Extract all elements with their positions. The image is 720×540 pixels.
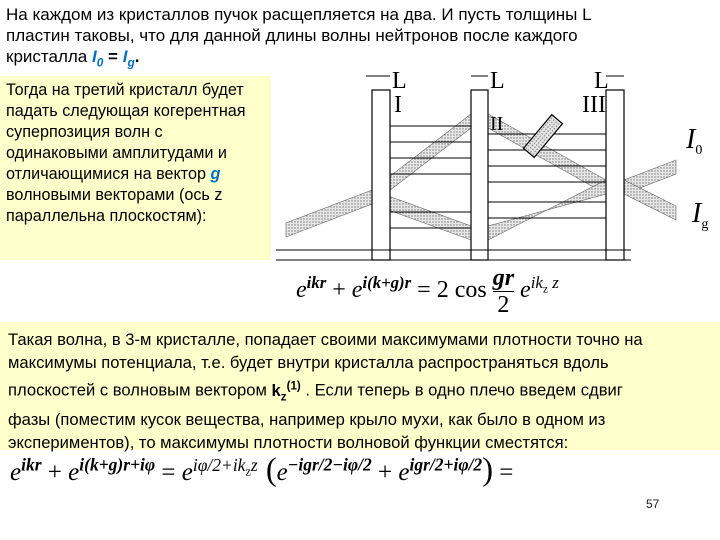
- f2-paren-open: (: [257, 452, 277, 488]
- f2-paren-close: ): [482, 452, 494, 488]
- left-line-4: одинаковыми амплитудами и: [6, 144, 227, 162]
- label-Ig: $I_g$: [692, 198, 709, 232]
- f1-plus: +: [326, 277, 352, 304]
- mid-line-2: максимумы потенциала, т.е. будет внутри кристалла распространяться вдоль: [8, 353, 609, 372]
- f1-exp1: ikr: [306, 273, 327, 293]
- f2-e1: e: [10, 459, 22, 486]
- label-L1: L: [392, 68, 407, 94]
- f2-equals2: =: [493, 459, 514, 486]
- f1-equals: = 2 cos: [411, 277, 493, 304]
- left-line-5-text: отличающимися на вектор: [6, 165, 211, 183]
- mid-line-4: фазы (поместим кусок вещества, например крыло мухи, как было в одном из: [8, 409, 606, 429]
- label-L3: L: [594, 68, 609, 94]
- label-roman-III: III: [582, 92, 606, 118]
- interferometer-diagram: [276, 62, 720, 262]
- f1-e3: e: [520, 277, 531, 304]
- label-L2: L: [490, 68, 505, 94]
- f2-e3: e: [181, 459, 193, 486]
- vector-kz: $k_z^{(1)}$: [271, 379, 301, 403]
- label-roman-II: II: [490, 113, 504, 135]
- left-line-3: суперпозиция волн с: [6, 123, 163, 141]
- label-roman-I: I: [394, 92, 402, 118]
- f2-e4: e: [276, 459, 288, 486]
- left-line-7: параллельна плоскостям):: [6, 207, 207, 225]
- crystal-base: [276, 126, 631, 260]
- formula-superposition: [296, 265, 559, 318]
- f2-plus1: +: [41, 459, 69, 486]
- beam-out-Ig: [624, 180, 676, 220]
- mid-line-3: [8, 374, 712, 408]
- f1-e2: e: [351, 277, 363, 304]
- intro-dot: .: [134, 47, 140, 66]
- f1-exp3: ikz z: [530, 273, 559, 296]
- intro-I0: $I_0$: [91, 47, 104, 70]
- f1-fraction: $\frac{gr}{2}$: [492, 265, 515, 318]
- label-I0: $I_0$: [686, 124, 703, 158]
- crystal-III: [606, 90, 624, 260]
- f2-exp3: iφ/2+ikzz: [192, 454, 258, 479]
- f2-exp5: igr/2+iφ/2: [409, 454, 483, 475]
- f1-e1: e: [296, 277, 307, 304]
- crystal-I: [372, 90, 390, 260]
- f2-equals1: =: [155, 459, 182, 486]
- formula-phase-shift: [10, 452, 513, 489]
- left-highlight-box: [0, 76, 271, 260]
- f2-e5: e: [398, 459, 410, 486]
- beam-incoming: [286, 190, 372, 237]
- mid-line-3-suffix: . Если теперь в одно плечо введем сдвиг: [300, 380, 623, 400]
- vector-g: g: [210, 165, 221, 183]
- page-number: 57: [646, 497, 660, 511]
- beam-2-up: [488, 180, 606, 240]
- f2-exp4: −igr/2−iφ/2: [287, 454, 372, 475]
- left-line-6: волновыми векторами (ось z: [6, 186, 223, 204]
- intro-line-2: пластин таковы, что для данной длины волны нейтронов после каждого: [6, 26, 578, 45]
- mid-line-1: Такая волна, в 3-м кристалле, попадает своими максимумами плотности точно на: [8, 330, 643, 349]
- mid-line-5: экспериментов), то максимумы плотности волновой функции сместятся:: [8, 432, 569, 452]
- left-line-1: Тогда на третий кристалл будет: [6, 81, 244, 99]
- intro-line-1: На каждом из кристаллов пучок расщепляется на два. И пусть толщины L: [6, 5, 592, 24]
- intro-equals: =: [103, 47, 123, 66]
- f2-plus2: +: [371, 459, 399, 486]
- intro-Ig: $I_g$: [122, 47, 135, 70]
- f2-e2: e: [68, 459, 80, 486]
- left-line-2: падать следующая когерентная: [6, 102, 246, 120]
- left-line-5: [6, 164, 265, 185]
- f2-exp2: i(k+g)r+iφ: [79, 454, 156, 475]
- f1-exp2: i(k+g)r: [362, 273, 412, 293]
- intro-line-3-prefix: кристалла: [6, 47, 92, 66]
- mid-line-3-prefix: плоскостей с волновым вектором: [8, 380, 272, 400]
- middle-highlight-box: [0, 322, 720, 450]
- crystal-II: [471, 90, 488, 260]
- f2-exp1: ikr: [21, 454, 42, 475]
